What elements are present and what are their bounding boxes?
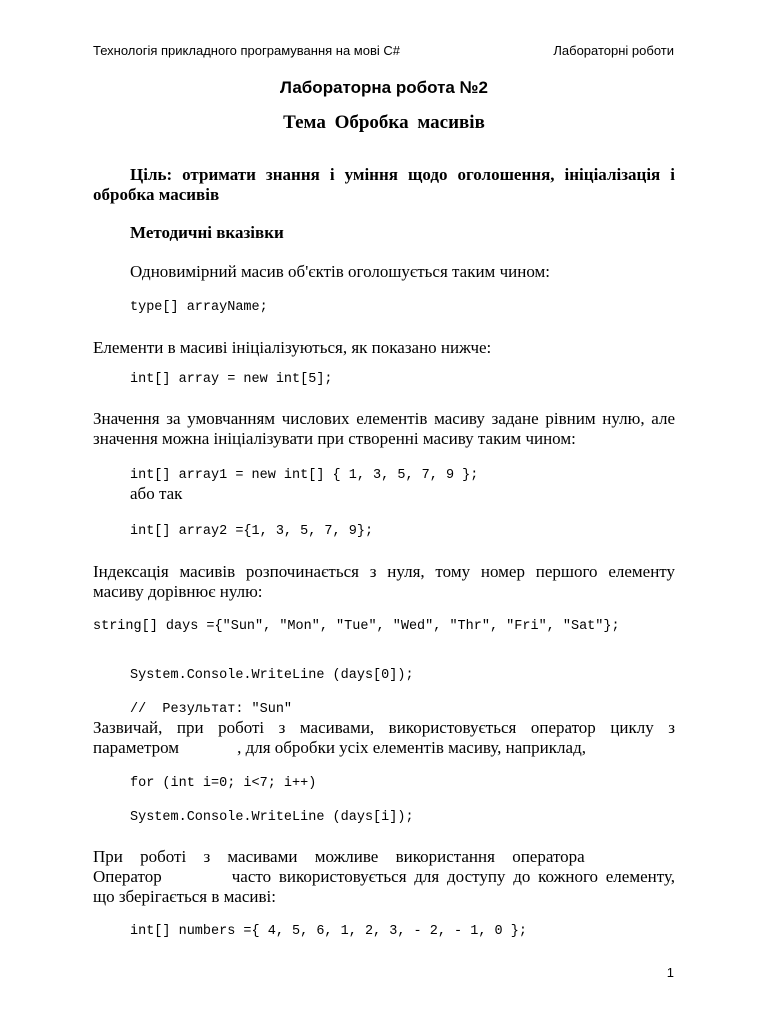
paragraph-4: Індексація масивів розпочинається з нуля, тому номер першого елементу масиву дорівнює нулю: bbox=[93, 562, 675, 601]
or-text: або так bbox=[130, 484, 183, 503]
code-line-10: int[] numbers ={ 4, 5, 6, 1, 2, 3, - 2, - 1, 0 }; bbox=[130, 924, 527, 939]
paragraph-1: Одновимірний масив об'єктів оголошується таким чином: bbox=[130, 262, 550, 281]
code-comment: // Результат: "Sun" bbox=[130, 702, 293, 717]
paragraph-5 bbox=[93, 718, 675, 758]
section-heading: Методичні вказівки bbox=[130, 223, 284, 242]
code-line-4: int[] array2 ={1, 3, 5, 7, 9}; bbox=[130, 524, 374, 539]
paragraph-6-text-c: часто використовується для доступу до кожного елементу, що зберігається в масиві: bbox=[93, 867, 675, 906]
page-number: 1 bbox=[666, 965, 674, 980]
paragraph-6-line-1 bbox=[93, 847, 675, 867]
code-line-5: string[] days ={"Sun", "Mon", "Tue", "Wed", "Thr", "Fri", "Sat"}; bbox=[93, 619, 620, 634]
lab-topic: Тема Обробка масивів bbox=[283, 112, 485, 133]
code-line-8: for (int i=0; i<7; i++) bbox=[130, 776, 317, 791]
paragraph-5-text-b: , для обробки усіх елементів масиву, наприклад, bbox=[237, 738, 586, 757]
paragraph-2: Елементи в масиві ініціалізуються, як показано нижче: bbox=[93, 338, 492, 357]
paragraph-6 bbox=[93, 867, 675, 907]
running-header-section: Лабораторні роботи bbox=[553, 43, 674, 58]
code-line-6: System.Console.WriteLine (days[0]); bbox=[130, 668, 414, 683]
paragraph-3: Значення за умовчанням числових елементів масиву задане рівним нулю, але значення можна ініціалізувати при створенні масиву таким чином: bbox=[93, 409, 675, 448]
code-line-3: int[] array1 = new int[] { 1, 3, 5, 7, 9 }; bbox=[130, 468, 479, 483]
paragraph-6-text-a: При роботі з масивами можливе використання оператора bbox=[93, 847, 585, 866]
code-line-2: int[] array = new int[5]; bbox=[130, 372, 333, 387]
paragraph-5-text-a: Зазвичай, при роботі з масивами, використовується оператор циклу з параметром bbox=[93, 718, 675, 757]
lab-title: Лабораторна робота №2 bbox=[280, 78, 488, 97]
goal-paragraph: Ціль: отримати знання і уміння щодо оголошення, ініціалізація і обробка масивів bbox=[93, 165, 675, 204]
running-header-course: Технологія прикладного програмування на мові C# bbox=[93, 43, 400, 58]
code-line-1: type[] arrayName; bbox=[130, 300, 268, 315]
paragraph-6-text-b: Оператор bbox=[93, 867, 162, 886]
code-line-9: System.Console.WriteLine (days[i]); bbox=[130, 810, 414, 825]
